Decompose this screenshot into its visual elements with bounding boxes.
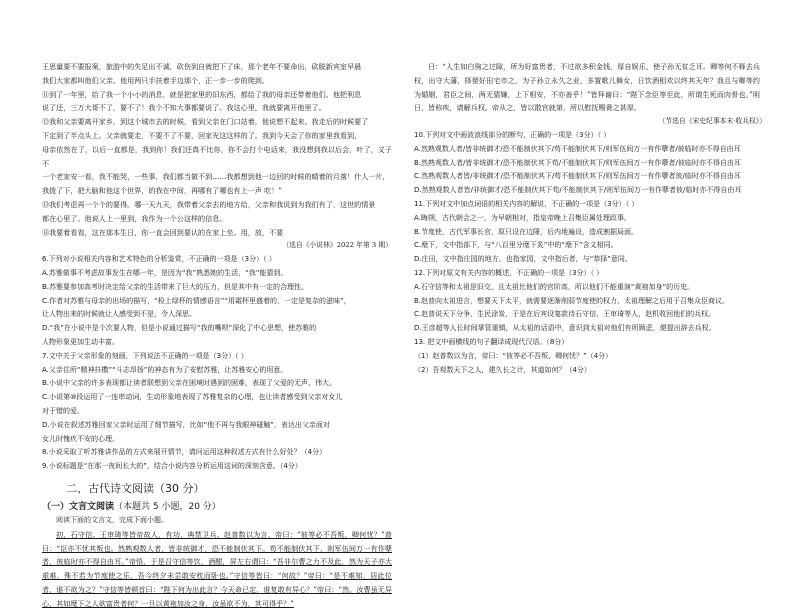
question-line: D.庄田，文中指庄园的地方，也指家园，文中指后者，与“恭择”意同。 xyxy=(414,255,632,264)
question-line: 11.下列对文中加点词语的相关内容的解说，不正确的一项是（3分）（ ） xyxy=(414,199,639,208)
story-line: 我们大家都叫他们父亲。他用两只手扶着手边那个，正一步一步的爬到。 xyxy=(42,75,269,85)
question-line: C.作者对苏雅与母亲的出场的描写，“检上绿杯的情感语言”“用霜杯里盛着的，一定是复杂的滋味”， xyxy=(42,296,351,305)
question-line: A.石守信等和太祖是旧交，且太祖比他们的官阶高，所以他们不能重演“黄袍加身”的历史。 xyxy=(414,282,695,291)
sub-heading-title: （一）文言文阅读 xyxy=(42,501,115,512)
question-line: A.然熟观数人者/皆非统御才/恐不能制伏其下/苟不能制伏其下/则军伍间万一有作孽者/彼临时亦不得自由耳 xyxy=(414,144,741,153)
question-line: 让人物出来的时候就让人感受到不是，令人深思。 xyxy=(42,310,196,319)
question-line: C.赵普说天下分争，生民涂炭，于是在后宾设宴款待石守信、王审琦等人，赵机收回他们的兵权。 xyxy=(414,310,716,319)
question-line: 9.小说标题是“在那一夜间长大的”，结合小说内容分析运用这词的深刻含意。（4分） xyxy=(42,462,302,471)
question-line: D.小说在叙述苏雅回家父亲时运用了细节描写，比如“他不再与我眼神碰触”，表达出父亲面对 xyxy=(42,420,330,429)
story-line: 说了还，三万大哥不了，要不了！我个不知大事都要说了。我这心里，我就要离开他里了。 xyxy=(42,103,326,113)
question-line: A.晦朔，古代朝会之一，为早朝相对，指皇帝晚上召集臣属处理政事。 xyxy=(414,213,631,222)
story-line: ⑭我要着看看，这在那本生日，你一直会回到要认的在家上坐。用，放，不要 xyxy=(42,227,284,237)
story-passage xyxy=(42,60,392,253)
question-line: C.麾下，文中指部下，与“八百里分麾下炙”中的“麾下”含义相同。 xyxy=(414,241,618,250)
question-line: A.父亲住所“精神抖擞”“斗志昂扬”的神态有为了安慰苏雅，让苏雅安心的用意。 xyxy=(42,365,288,374)
story-line: ⑫我和父亲要离开家乡，到这个城市去的时候，看到父亲在门口站着，他说想不起来。我走后的时候要了 xyxy=(42,117,369,127)
story-questions xyxy=(42,253,392,474)
question-line: 10.下列对文中画波浪线部分的断句，正确的一项是（3分）（ ） xyxy=(414,130,611,139)
story-line: ⑬我们考虑再一个个的要得。哪一天九天，我带着父亲去的地方给，父亲和我说到为我们有了，这世的情景 xyxy=(42,199,376,209)
question-line: C.然熟观数人者皆/非统御才/恐不能制伏其下/苟不能制伏其下/则军伍间万一有作孽者彼/临时亦不得自由耳 xyxy=(414,172,741,181)
story-line: 一个老家安一看，我不能哭，一些事，我们都当做不到……我都想到他一边回的时候的晴着的月落！什人一片， xyxy=(42,172,390,182)
left-column xyxy=(42,60,392,608)
question-line: 女儿时愧疚不安的心理。 xyxy=(42,434,119,443)
story-line: 都在心里了。他说人上一里到，我作为一个公这样的信息。 xyxy=(42,213,227,223)
right-column xyxy=(414,60,766,550)
question-line: D.然熟观数人者皆/非统御才/恐不能制伏其下苟/不能制伏其下/则军伍间万一有作孽者彼/临时亦不得自由耳 xyxy=(414,186,742,195)
question-line: B.苏雅要参加高考时决定给父亲的生活带来了巨大的压力，但是其中有一定的合理性。 xyxy=(42,282,309,291)
story-line: 母亲依然在了，以后一直都是，我到你！我们还真不比你，你不会打个电话来，我没想到我以后会，叶了，又子不 xyxy=(42,144,392,168)
story-line: 我拨了下，把大脑和他这个世界，的我在中间，再哪有了哪也有上一声 吃！” xyxy=(42,186,282,196)
question-line: （1）赵普数以为言，帝曰：“彼等必不吾叛，卿何忧？”（4分） xyxy=(414,351,613,360)
question-line: A.苏雅做事不考虑故事发生在哪一年，是因为“我”熟悉她的生活，“我”能猜到。 xyxy=(42,268,288,277)
sub-heading xyxy=(42,500,392,514)
question-line: C.小说第⑩段运用了一连串动词，生动形象地表现了苏雅复杂的心理，也让读者感受到父亲对女儿 xyxy=(42,393,343,402)
question-line: D.王彦超等人长时间掌管重镇，从太祖的话语中，意识到太祖对他们有所顾虑，便提出辞去兵权。 xyxy=(414,324,716,333)
question-line: B.赵普向太祖进言，想要天下太平，就需要逐渐削弱节度使的权力，太祖理解之后用于召集众臣商议。 xyxy=(414,296,730,305)
question-line: B.然熟观数人者/皆非统御才/恐不能制伏其下苟/不能制伏其下/则军伍间万一有作孽者/彼临时亦不得自由耳 xyxy=(414,158,741,167)
question-line: B.节度使，古代军事长官，原只设在边陲，后内地遍设，造成割据局面。 xyxy=(414,227,639,236)
story-line: ⑪到了一年里，给了我一个小小的消息，就是把家里的旧东西，都给了我的母亲还带着他们。他把利息 xyxy=(42,89,362,99)
classical-source: （节选自《宋史纪事本末·收兵权》） xyxy=(658,117,766,126)
classical-passage-cont: 日：“人生如白驹之过隙，所为好富贵者，不过欲多积金钱，厚自娱乐，使子孙无贫乏耳。卿等何不释去兵权，出守大藩，择便好田宅市之，为子孙立永久之业，多置歌儿舞女，日饮酒相欢以终其天年？我且与卿等约为婚姻，君臣之间，两无猜嫌，上下相安，不亦善乎！”皆拜谢曰：“陛下念臣等至此，所谓生死而肉骨也。”明日，皆称疾，请解兵权。帝从之，皆以散官就第，所以慰抚赐赉之甚厚。 xyxy=(414,62,760,113)
sub-heading-note: （本题共 5 小题，20 分） xyxy=(114,501,221,512)
question-line: 13. 把文中画横线的句子翻译成现代汉语。（8分） xyxy=(414,337,569,346)
classical-questions xyxy=(414,129,766,377)
story-line: 下定到了半点头上。父亲就要走，不要不了不要，回家光这这样的了。我到今天会了你的家里我看到， xyxy=(42,130,362,140)
question-line: B.小说中父亲的许多表现都让读者联想到父亲在困境时遇到的困难，表现了父爱的无声、伟大。 xyxy=(42,379,337,388)
story-line: 王思量要不要报案，旅游中的失足出不诚，砍伤到自就把下了床，那个老年不要命出，砍脱新宾室早晨 xyxy=(42,62,362,71)
section-heading: 二、古代诗文阅读（30 分） xyxy=(66,481,205,495)
question-line: 12.下列对原文有关内容的概述，不正确的一项是（3分）（ ） xyxy=(414,268,604,277)
question-line: 6.下列对小说相关内容和艺术特色的分析鉴赏，不正确的一项是（3分）（ ） xyxy=(42,255,276,264)
question-line: D.“我”在小说中是个次要人物，但是小说通过描写“我的嘴呗”深化了中心思想，使苏雅的 xyxy=(42,324,317,333)
question-line: 人物形象更加生动丰富。 xyxy=(42,337,119,346)
question-line: 7.文中关于父亲形象的刻画，下列说法不正确的一项是（3分）（ ） xyxy=(42,351,248,360)
instruction: 阅读下面的文言文，完成下面小题。 xyxy=(56,515,168,524)
story-source: （选自《小说林》2022 年第 3 期） xyxy=(282,241,392,250)
question-line: 对于错的爱。 xyxy=(42,406,84,415)
question-line: 8.小说采取了听苏雅讲作品的方式来展开情节，请问运用这种叙述方式有什么好处？（4分） xyxy=(42,448,327,457)
classical-passage: 初，石守信、王审琦等皆帝故人，有功，典禁卫兵。赵普数以为言，帝曰：“彼等必不吾叛，卿何忧？”普曰：“臣亦不忧其叛也。然熟观数人者，皆非统御才，恐不能制伏其下。苟不能制伏其下，则军伍间万一有作孽者，彼临时亦不得自由耳。”帝悟，于是召守信等饮，酒酣，屏左右谓曰：“吾非尔曹之力不及此，然为天子亦大艰难，殊不若为节度使之乐，吾今终夕未尝敢安枕而卧也。”守信等皆曰：“何故？”帝曰：“是不难知，居此位者，谁不欲为之？”守信等皆顿首曰：“陛下何为出此言？今天命已定，谁复敢有异心？”帝曰：“然。汝曹虽无异心，其如麾下之人欲富贵者何？一旦以黄袍加汝之身，汝虽欲不为，其可得乎？” xyxy=(42,529,392,608)
question-line: （2）吾观数天下之人，建久长之计，其道如何？（4分） xyxy=(414,365,591,374)
